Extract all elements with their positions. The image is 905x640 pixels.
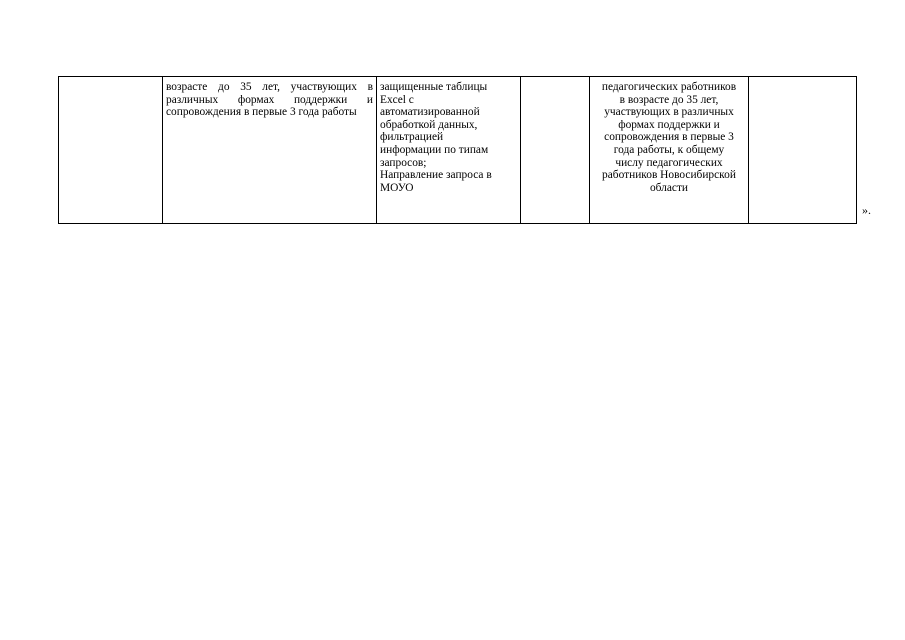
indicator-line: области — [649, 181, 689, 194]
table-cell-indicator — [590, 77, 749, 224]
method-line: Excel с — [380, 93, 414, 106]
method-line: обработкой данных, — [380, 118, 478, 131]
indicator-line: участвующих в различных — [604, 106, 734, 119]
indicator-line: числу педагогических — [615, 156, 723, 169]
method-line: автоматизированной — [380, 106, 480, 119]
indicator-line: формах поддержки и — [618, 118, 720, 131]
table-cell-empty-4 — [521, 77, 590, 224]
table-cell-method — [377, 77, 521, 224]
indicator-line: педагогических работников — [601, 81, 737, 93]
table-cell-description: возрасте до 35 лет, участвующих в различных формах поддержки и сопровождения в первые 3 года работы — [163, 77, 377, 224]
method-line: МОУО — [380, 181, 414, 194]
method-line: Направление запроса в — [380, 169, 492, 182]
indicator-line: в возрасте до 35 лет, — [619, 93, 719, 106]
indicator-line: работников Новосибирской — [602, 169, 736, 182]
method-line: защищенные таблицы — [380, 81, 488, 93]
table-cell-empty-6 — [749, 77, 857, 224]
method-line: запросов; — [380, 156, 427, 169]
table-row — [59, 77, 857, 224]
table-cell-empty-1 — [59, 77, 163, 224]
indicator-line: сопровождения в первые 3 — [604, 131, 734, 144]
indicator-line: года работы, к общему — [613, 143, 725, 156]
method-line: фильтрацией — [380, 131, 444, 144]
document-table — [58, 76, 857, 224]
method-line: информации по типам — [380, 143, 489, 156]
closing-quote: ». — [862, 203, 871, 217]
